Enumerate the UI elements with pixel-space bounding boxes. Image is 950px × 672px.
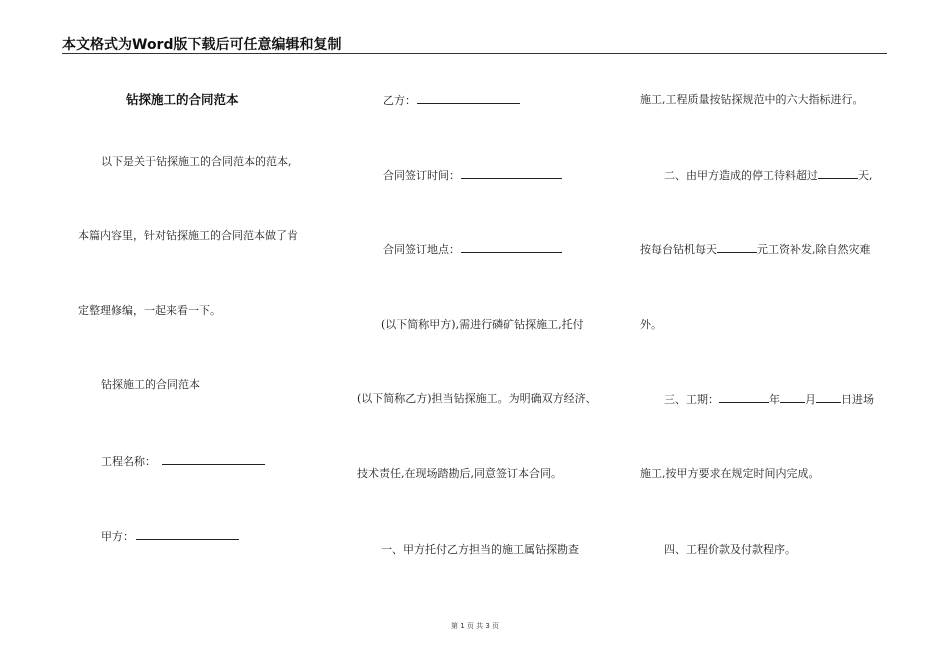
header-divider <box>62 53 887 54</box>
party-a-label: 甲方： <box>101 530 134 543</box>
year-blank <box>719 392 769 403</box>
right-line-2-unit: 天, <box>858 169 873 182</box>
right-line-4: 外。 <box>640 318 662 331</box>
party-b-blank <box>417 93 520 104</box>
day-blank <box>816 392 841 403</box>
project-name-field <box>101 454 265 469</box>
right-line-5 <box>664 392 874 407</box>
right-line-7: 四、工程价款及付款程序。 <box>664 543 796 556</box>
daily-wage-blank <box>717 242 757 253</box>
right-line-6: 施工,按甲方要求在规定时间内完成。 <box>640 467 820 480</box>
right-line-3-text: 按每台钻机每天 <box>640 243 717 256</box>
document-header: 本文格式为Word版下载后可任意编辑和复制 <box>62 37 342 53</box>
middle-line-5: (以下简称乙方)担当钻探施工。为明确双方经济、 <box>357 392 597 405</box>
sign-place-label: 合同签订地点： <box>383 243 460 256</box>
project-name-blank <box>162 454 265 465</box>
right-line-3 <box>640 242 871 257</box>
sign-place-field <box>383 242 562 257</box>
sign-time-field <box>383 168 562 183</box>
schedule-label: 三、工期： <box>664 393 719 406</box>
contract-subtitle: 钻探施工的合同范本 <box>101 378 200 391</box>
month-unit: 月 <box>805 393 816 406</box>
party-a-blank <box>136 529 239 540</box>
sign-place-blank <box>461 242 562 253</box>
party-a-field <box>101 529 239 544</box>
party-b-label: 乙方： <box>383 94 416 107</box>
document-title: 钻探施工的合同范本 <box>126 92 239 107</box>
intro-line-3: 定整理修编，一起来看一下。 <box>78 304 221 317</box>
sign-time-label: 合同签订时间： <box>383 169 460 182</box>
page-number-footer: 第 1 页 共 3 页 <box>450 622 500 630</box>
right-line-1: 施工,工程质量按钻探规范中的六大指标进行。 <box>640 93 864 106</box>
day-unit-text: 日进场 <box>841 393 874 406</box>
intro-line-2: 本篇内容里，针对钻探施工的合同范本做了肯 <box>78 229 298 242</box>
year-unit: 年 <box>769 393 780 406</box>
right-line-3-rest: 元工资补发,除自然灾难 <box>757 243 871 256</box>
party-b-field <box>383 93 520 108</box>
intro-line-1: 以下是关于钻探施工的合同范本的范本, <box>101 155 292 168</box>
project-name-label: 工程名称： <box>101 455 156 468</box>
month-blank <box>780 392 805 403</box>
middle-line-7: 一、甲方托付乙方担当的施工属钻探勘查 <box>381 543 579 556</box>
middle-line-6: 技术责任,在现场踏勘后,同意签订本合同。 <box>357 467 562 480</box>
right-line-2-text: 二、由甲方造成的停工待料超过 <box>664 169 818 182</box>
right-line-2 <box>664 168 873 183</box>
middle-line-4: (以下简称甲方),需进行磷矿钻探施工,托付 <box>381 318 584 331</box>
sign-time-blank <box>461 168 562 179</box>
overtime-days-blank <box>818 168 858 179</box>
